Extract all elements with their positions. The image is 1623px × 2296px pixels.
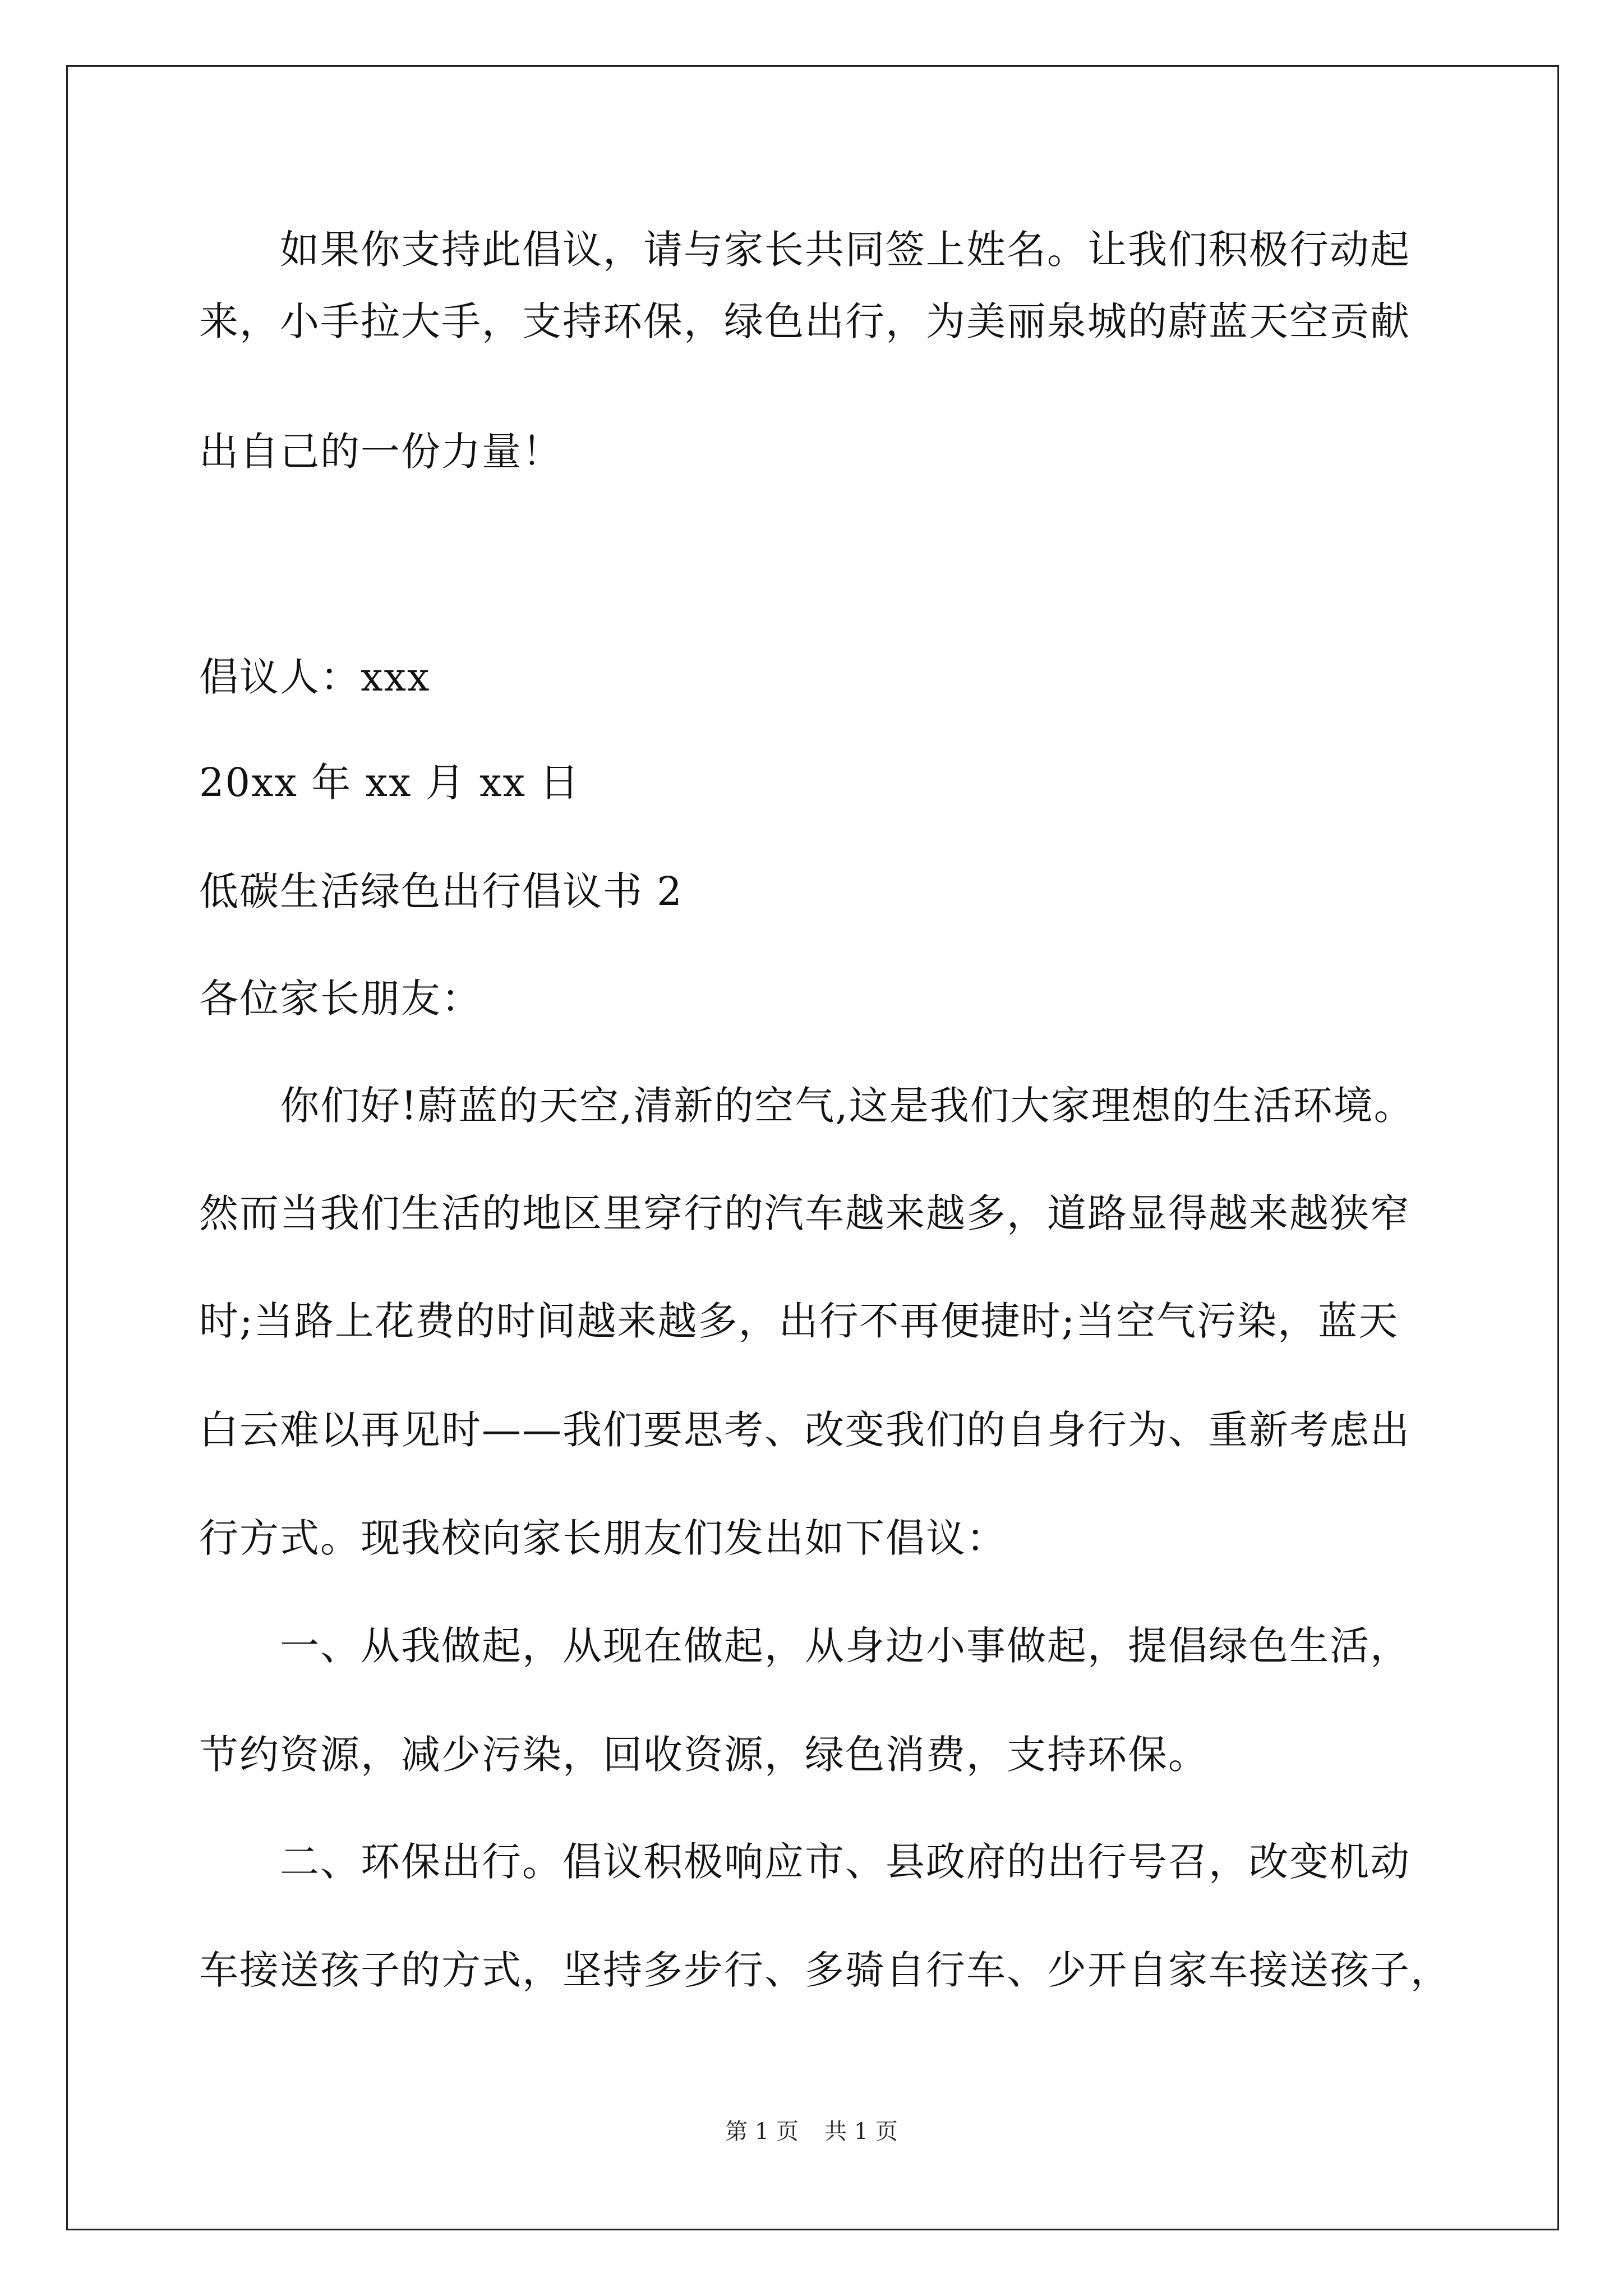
paragraph-line: 一、从我做起，从现在做起，从身边小事做起，提倡绿色生活，: [280, 1623, 1410, 1669]
paragraph-line: 节约资源，减少污染，回收资源，绿色消费，支持环保。: [199, 1732, 1209, 1778]
paragraph-line: 车接送孩子的方式，坚持多步行、多骑自行车、少开自家车接送孩子，: [199, 1947, 1451, 1993]
page-total: 共 1 页: [824, 2119, 898, 2145]
salutation: 各位家长朋友：: [199, 976, 482, 1022]
page-number: 第 1 页: [725, 2119, 799, 2145]
paragraph-line: 你们好!蔚蓝的天空,清新的空气,这是我们大家理想的生活环境。: [280, 1083, 1414, 1129]
paragraph-line: 然而当我们生活的地区里穿行的汽车越来越多，道路显得越来越狭窄: [199, 1190, 1410, 1236]
page-footer: [0, 2115, 1623, 2148]
date-line: 20xx 年 xx 月 xx 日: [199, 760, 580, 806]
page-border: [66, 65, 1559, 2230]
paragraph-line: 来，小手拉大手，支持环保，绿色出行，为美丽泉城的蔚蓝天空贡献: [199, 298, 1410, 344]
paragraph-line: 白云难以再见时——我们要思考、改变我们的自身行为、重新考虑出: [199, 1407, 1410, 1453]
paragraph-line: 如果你支持此倡议，请与家长共同签上姓名。让我们积极行动起: [280, 227, 1410, 273]
signer-line: 倡议人：xxx: [199, 654, 431, 700]
paragraph-line: 时;当路上花费的时间越来越多，出行不再便捷时;当空气污染，蓝天: [199, 1298, 1399, 1344]
paragraph-line: 行方式。现我校向家长朋友们发出如下倡议：: [199, 1515, 1007, 1561]
paragraph-line: 出自己的一份力量！: [199, 429, 562, 475]
section-title: 低碳生活绿色出行倡议书 2: [199, 868, 683, 914]
paragraph-line: 二、环保出行。倡议积极响应市、县政府的出行号召，改变机动: [280, 1839, 1410, 1885]
